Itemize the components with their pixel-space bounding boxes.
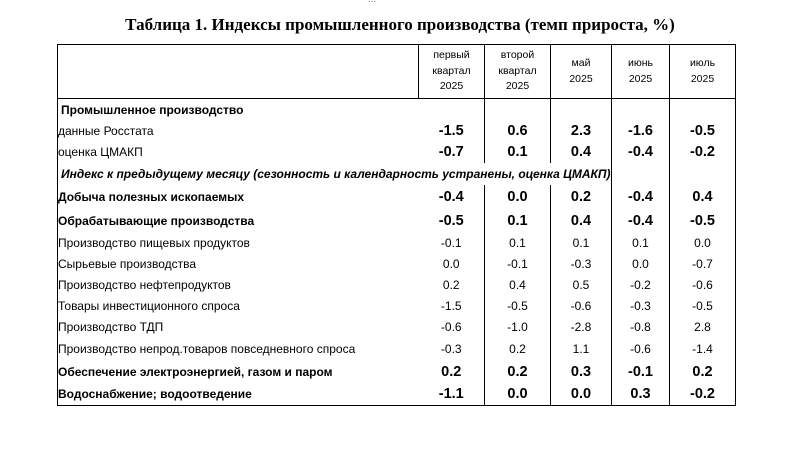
col-header-may [551, 45, 612, 99]
row-label: Производство ТДП [58, 320, 164, 334]
col-header-july-line2: 2025 [690, 72, 715, 85]
row-label: Производство нефтепродуктов [58, 278, 231, 292]
col-header-july [670, 45, 736, 99]
row-label: данные Росстата [58, 123, 154, 138]
cell-value: -0.3 [551, 254, 612, 275]
cell-value: 0.6 [485, 121, 551, 141]
col-header-q1 [419, 45, 485, 99]
col-header-q2-line1: второй [500, 49, 535, 62]
cell-value: -0.4 [438, 188, 464, 205]
header-row [58, 45, 736, 99]
cell-value: 0.0 [670, 233, 736, 254]
cell-value: 0.0 [551, 384, 612, 406]
cell-value: -0.1 [612, 360, 670, 384]
industrial-production-table [57, 44, 736, 406]
cell-value: 0.4 [670, 185, 736, 209]
cell-value: -0.1 [485, 254, 551, 275]
cell-value: 0.2 [485, 360, 551, 384]
cell-value: -0.6 [612, 338, 670, 360]
table-row [58, 141, 736, 163]
col-header-q1-line3: 2025 [439, 80, 464, 93]
cell-value: 0.0 [485, 185, 551, 209]
cell-value: -0.2 [612, 275, 670, 296]
cell-value: -1.0 [485, 317, 551, 338]
row-label: Сырьевые производства [58, 257, 197, 271]
cell-value: 0.0 [442, 257, 460, 271]
cell-value: -0.4 [612, 185, 670, 209]
col-header-q2 [485, 45, 551, 99]
table-row [58, 209, 736, 233]
cell-value: 0.1 [612, 233, 670, 254]
cell-value: -0.6 [551, 296, 612, 317]
cell-value: 1.1 [551, 338, 612, 360]
cell-value: 0.3 [551, 360, 612, 384]
cell-value: 0.0 [612, 254, 670, 275]
cell-value: -0.4 [612, 209, 670, 233]
header-blank-cell [58, 45, 419, 99]
cell-value: 0.1 [551, 233, 612, 254]
row-label: Товары инвестиционного спроса [58, 299, 240, 313]
cell-value: -1.6 [612, 121, 670, 141]
table-row [58, 360, 736, 384]
row-label: Производство непрод.товаров повседневного спроса [58, 341, 356, 356]
col-header-june-line2: 2025 [628, 72, 653, 85]
cell-value: 0.2 [441, 363, 462, 380]
table-row [58, 275, 736, 296]
cell-value: 0.5 [551, 275, 612, 296]
cell-value: -0.8 [612, 317, 670, 338]
table-row [58, 317, 736, 338]
cell-value: 0.2 [670, 360, 736, 384]
cell-value: -1.4 [670, 338, 736, 360]
col-header-may-line2: 2025 [569, 72, 593, 85]
cell-value: -0.4 [612, 141, 670, 163]
col-header-q2-line3: 2025 [505, 80, 530, 93]
cell-value: 0.2 [485, 338, 551, 360]
top-clipped-text [368, 0, 376, 5]
cell-value: -1.5 [440, 299, 462, 313]
cell-value: 0.4 [551, 209, 612, 233]
cell-value: 2.3 [551, 121, 612, 141]
table-row [58, 384, 736, 406]
cell-value: -0.5 [438, 212, 464, 229]
cell-value: -0.2 [670, 141, 736, 163]
cell-value: -0.3 [440, 341, 462, 356]
col-header-may-line1: май [571, 57, 591, 69]
cell-value: -1.1 [438, 386, 464, 403]
table-row [58, 338, 736, 360]
cell-value: 0.0 [485, 384, 551, 406]
cell-value: 0.4 [485, 275, 551, 296]
table-row [58, 254, 736, 275]
row-label: Производство пищевых продуктов [58, 236, 250, 250]
cell-value: -0.1 [440, 236, 462, 250]
cell-value: 0.1 [485, 141, 551, 163]
row-label: Обрабатывающие производства [58, 213, 255, 228]
row-label: Обеспечение электроэнергией, газом и паром [58, 364, 333, 379]
col-header-june [612, 45, 670, 99]
table-row [58, 185, 736, 209]
cell-value: -0.6 [670, 275, 736, 296]
cell-value: -2.8 [551, 317, 612, 338]
cell-value: -0.5 [485, 296, 551, 317]
col-header-q1-line1: первый [433, 49, 470, 62]
cell-value: -0.5 [670, 296, 736, 317]
row-label: оценка ЦМАКП [58, 144, 143, 159]
table-row [58, 121, 736, 141]
section-row-mom-index [58, 163, 736, 185]
cell-value: 0.2 [551, 185, 612, 209]
cell-value: -0.7 [438, 143, 464, 160]
cell-value: 0.1 [485, 233, 551, 254]
table-title: Таблица 1. Индексы промышленного производства (темп прироста, %) [125, 15, 675, 34]
cell-value: -0.6 [440, 320, 462, 334]
col-header-q2-line2: квартал [498, 64, 537, 77]
col-header-july-line1: июль [689, 57, 716, 69]
row-label: Водоснабжение; водоотведение [58, 387, 252, 402]
cell-value: -0.7 [670, 254, 736, 275]
section-title-industrial-production: Промышленное производство [61, 102, 244, 117]
row-label: Добыча полезных ископаемых [58, 189, 245, 204]
cell-value: 2.8 [670, 317, 736, 338]
col-header-q1-line2: квартал [432, 64, 471, 77]
cell-value: -0.5 [670, 209, 736, 233]
cell-value: 0.4 [551, 141, 612, 163]
cell-value: -1.5 [438, 122, 464, 139]
cell-value: -0.5 [670, 121, 736, 141]
section-row-industrial-production [58, 99, 736, 121]
section-title-mom-index: Индекс к предыдущему месяцу (сезонность и календарность устранены, оценка ЦМАКП) [61, 166, 611, 181]
cell-value: 0.1 [485, 209, 551, 233]
col-header-june-line1: июнь [627, 57, 653, 69]
table-row [58, 296, 736, 317]
cell-value: 0.3 [612, 384, 670, 406]
cell-value: 0.2 [442, 278, 460, 292]
cell-value: -0.3 [612, 296, 670, 317]
cell-value: -0.2 [670, 384, 736, 406]
table-row [58, 233, 736, 254]
